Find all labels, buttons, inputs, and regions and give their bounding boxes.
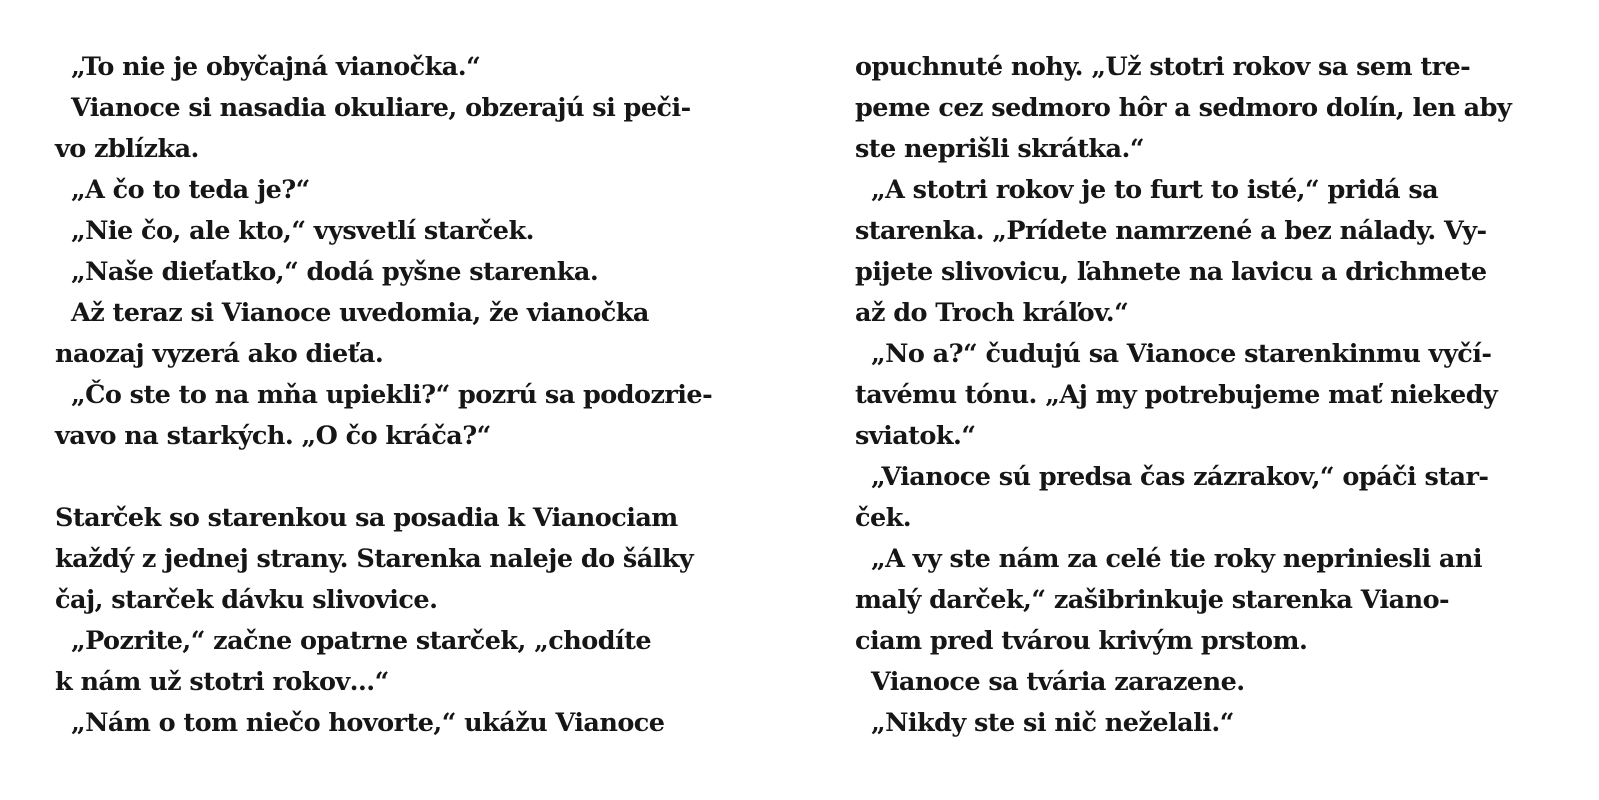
text-line: „To nie je obyčajná vianočka.“	[71, 52, 481, 82]
text-line: Až teraz si Vianoce uvedomia, že vianočka	[71, 298, 649, 328]
text-line: Starček so starenkou sa posadia k Vianociam	[55, 503, 678, 533]
text-line: peme cez sedmoro hôr a sedmoro dolín, len aby	[855, 93, 1512, 123]
text-line: „No a?“ čudujú sa Vianoce starenkinmu vyčí-	[871, 339, 1492, 369]
text-line: starenka. „Prídete namrzené a bez nálady. Vy-	[855, 216, 1487, 246]
text-line: každý z jednej strany. Starenka naleje do šálky	[55, 544, 694, 574]
text-line: opuchnuté nohy. „Už stotri rokov sa sem tre-	[855, 52, 1471, 82]
text-line: malý darček,“ zašibrinkuje starenka Viano-	[855, 585, 1450, 615]
text-line: až do Troch kráľov.“	[855, 298, 1129, 328]
text-line: Vianoce si nasadia okuliare, obzerajú si peči-	[71, 93, 691, 123]
left-page-text	[55, 47, 775, 744]
text-line: čaj, starček dávku slivovice.	[55, 585, 438, 615]
text-line: „Nie čo, ale kto,“ vysvetlí starček.	[71, 216, 534, 246]
text-line: „Pozrite,“ začne opatrne starček, „chodíte	[71, 626, 652, 656]
text-line: „Naše dieťatko,“ dodá pyšne starenka.	[71, 257, 599, 287]
text-line: tavému tónu. „Aj my potrebujeme mať niekedy	[855, 380, 1498, 410]
text-line: „Nikdy ste si nič neželali.“	[871, 708, 1234, 738]
text-line: „Nám o tom niečo hovorte,“ ukážu Vianoce	[71, 708, 665, 738]
text-line: ste neprišli skrátka.“	[855, 134, 1144, 164]
text-line: „A vy ste nám za celé tie roky nepriniesli ani	[871, 544, 1483, 574]
text-line: vo zblízka.	[55, 134, 199, 164]
text-line: naozaj vyzerá ako dieťa.	[55, 339, 384, 369]
text-line: „Čo ste to na mňa upiekli?“ pozrú sa podozrie-	[71, 380, 713, 410]
paragraph-break	[55, 457, 775, 498]
text-line: „A čo to teda je?“	[71, 175, 310, 205]
text-line: Vianoce sa tvária zarazene.	[871, 667, 1245, 697]
text-line: k nám už stotri rokov…“	[55, 667, 389, 697]
text-line: ček.	[855, 503, 912, 533]
text-line: „A stotri rokov je to furt to isté,“ pridá sa	[871, 175, 1439, 205]
text-line: pijete slivovicu, ľahnete na lavicu a drichmete	[855, 257, 1487, 287]
text-line: sviatok.“	[855, 421, 976, 451]
text-line: „Vianoce sú predsa čas zázrakov,“ opáči star-	[871, 462, 1489, 492]
text-line: ciam pred tvárou krivým prstom.	[855, 626, 1308, 656]
right-page-text	[855, 47, 1575, 744]
text-line: vavo na starkých. „O čo kráča?“	[55, 421, 491, 451]
